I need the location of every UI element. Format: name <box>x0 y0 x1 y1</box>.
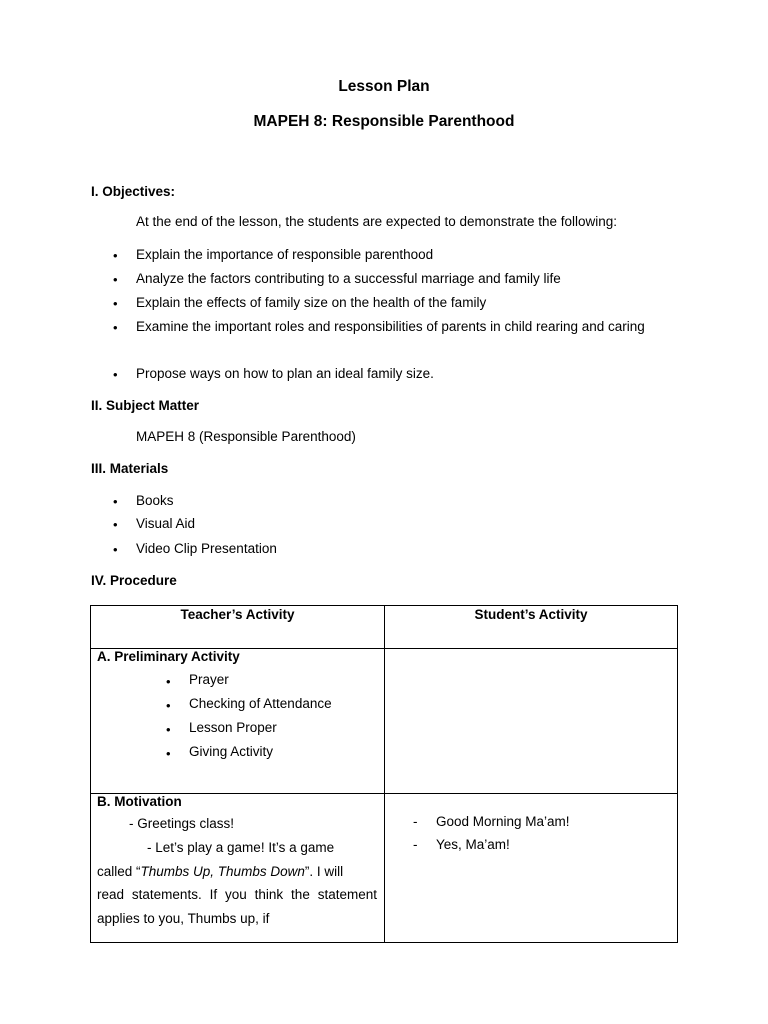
table-cell <box>91 649 385 794</box>
objective-item: Examine the important roles and responsibilities of parents in child rearing and caring <box>136 319 645 334</box>
motivation-instructions: read statements. If you think the statement applies to you, Thumbs up, if <box>97 887 377 926</box>
table-row <box>91 794 678 943</box>
objective-item: Propose ways on how to plan an ideal family size. <box>136 366 434 381</box>
preliminary-heading: A. Preliminary Activity <box>97 649 240 664</box>
bullet: • <box>113 248 118 263</box>
material-item: Visual Aid <box>136 516 196 531</box>
objective-item: Explain the effects of family size on the health of the family <box>136 295 487 310</box>
preliminary-item: Lesson Proper <box>189 720 277 735</box>
called-prefix: called “ <box>97 864 141 879</box>
procedure-heading: IV. Procedure <box>91 573 177 588</box>
bullet: • <box>166 698 171 713</box>
subject-matter-text: MAPEH 8 (Responsible Parenthood) <box>136 429 356 444</box>
motivation-greeting: - Greetings class! <box>129 816 235 831</box>
table-cell <box>91 794 385 943</box>
bullet: • <box>113 494 118 509</box>
objectives-intro: At the end of the lesson, the students are expected to demonstrate the following: <box>136 214 618 229</box>
table-header-row <box>91 606 678 649</box>
table-cell <box>385 794 678 943</box>
material-item: Books <box>136 493 174 508</box>
preliminary-item: Prayer <box>189 672 229 687</box>
teacher-activity-header: Teacher’s Activity <box>180 607 295 622</box>
table-cell <box>385 649 678 794</box>
bullet: • <box>113 517 118 532</box>
bullet: • <box>113 367 118 382</box>
dash: - <box>413 837 418 852</box>
page-title: Lesson Plan <box>338 78 430 95</box>
objective-item: Explain the importance of responsible parenthood <box>136 247 434 262</box>
motivation-heading: B. Motivation <box>97 794 182 809</box>
preliminary-item: Checking of Attendance <box>189 696 332 711</box>
table-header-cell <box>91 606 385 649</box>
bullet: • <box>166 674 171 689</box>
subject-matter-heading: II. Subject Matter <box>91 398 200 413</box>
student-response: Good Morning Ma’am! <box>436 814 570 829</box>
material-item: Video Clip Presentation <box>136 541 277 556</box>
materials-heading: III. Materials <box>91 461 169 476</box>
preliminary-item: Giving Activity <box>189 744 274 759</box>
game-name: Thumbs Up, Thumbs Down <box>140 864 305 879</box>
bullet: • <box>113 272 118 287</box>
table-header-cell <box>385 606 678 649</box>
bullet: • <box>113 296 118 311</box>
motivation-play-line: - Let’s play a game! It’s a game <box>147 840 335 855</box>
table-row <box>91 649 678 794</box>
page-subtitle: MAPEH 8: Responsible Parenthood <box>253 113 515 130</box>
bullet: • <box>166 722 171 737</box>
objective-item: Analyze the factors contributing to a successful marriage and family life <box>136 271 561 286</box>
procedure-table <box>90 605 678 943</box>
bullet: • <box>113 542 118 557</box>
bullet: • <box>166 746 171 761</box>
motivation-called-line <box>97 864 343 879</box>
student-response: Yes, Ma’am! <box>436 837 510 852</box>
called-suffix: ”. I will <box>304 864 344 879</box>
dash: - <box>413 814 418 829</box>
objectives-heading: I. Objectives: <box>91 184 176 199</box>
bullet: • <box>113 320 118 335</box>
student-activity-header: Student’s Activity <box>474 607 588 622</box>
